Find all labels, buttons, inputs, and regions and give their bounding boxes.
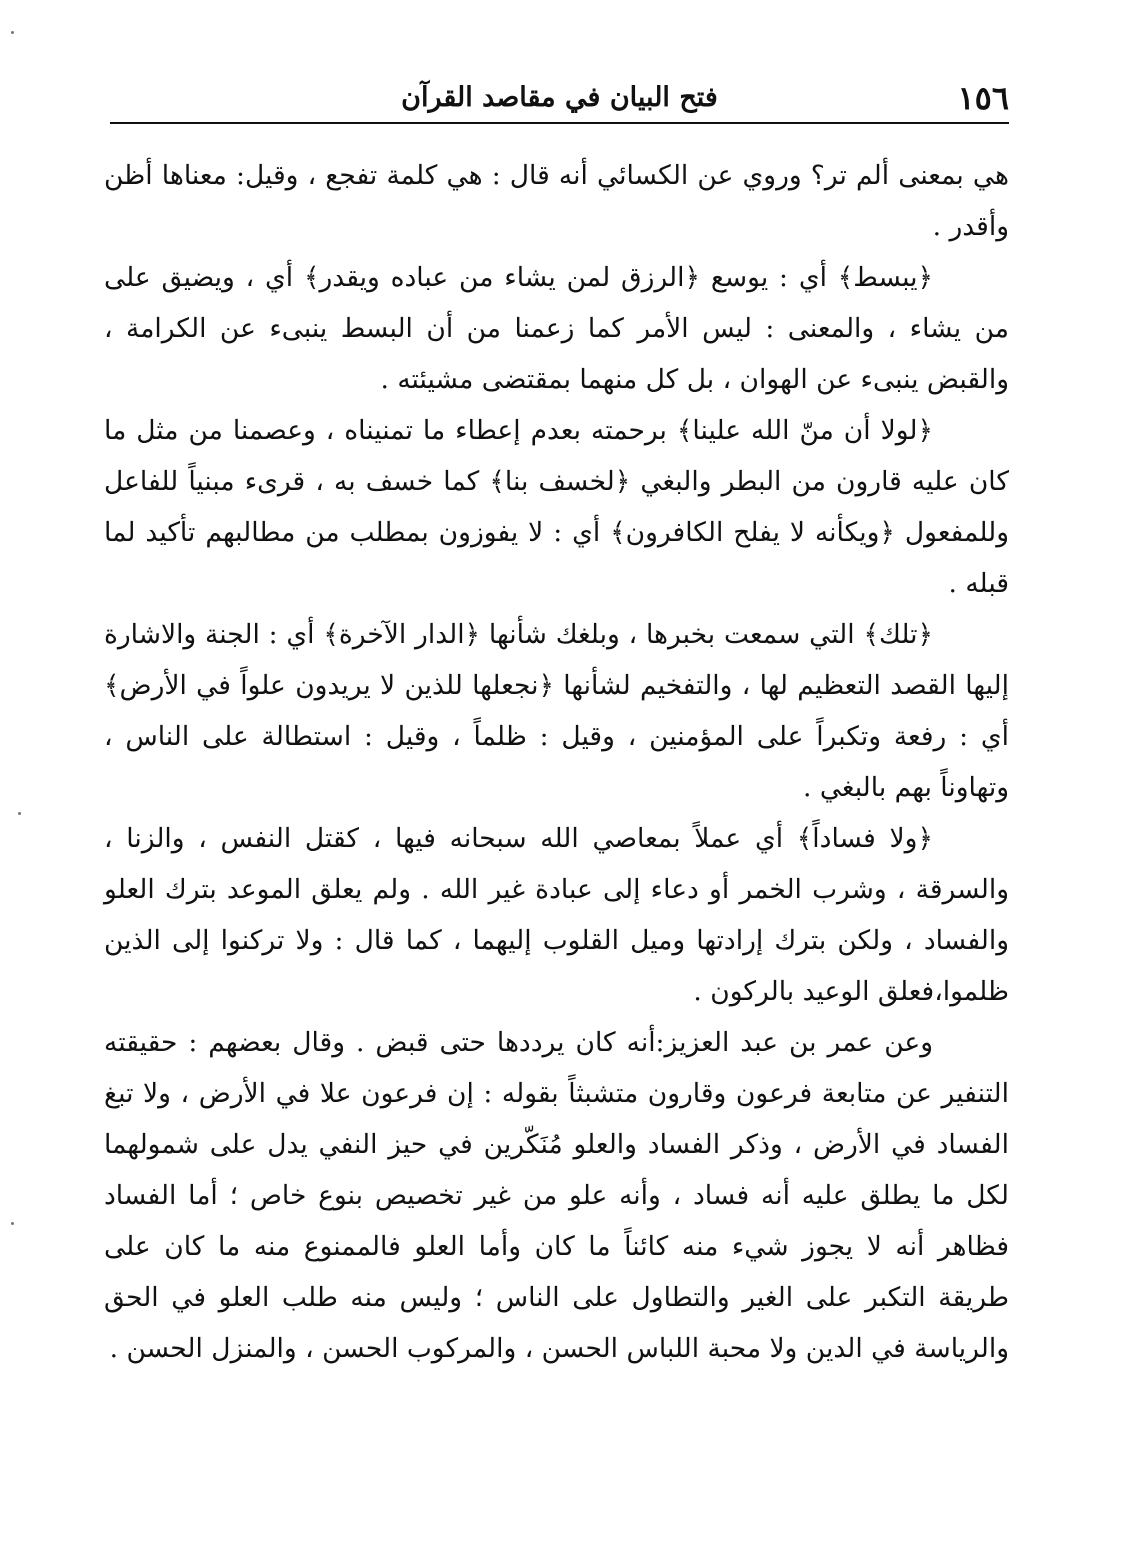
scan-speck (11, 31, 14, 34)
page-number: ١٥٦ (957, 79, 1009, 117)
paragraph-lawla: ﴿لولا أن منّ الله علينا﴾ برحمته بعدم إعطاء ما تمنيناه ، وعصمنا من مثل ما كان عليه قارون من البطر والبغي ﴿لخسف بنا﴾ كما خسف به ، قرىء مبنياً للفاعل وللمفعول ﴿ويكأنه لا يفلح الكافرون﴾ أي : لا يفوزون بمطلب من مطالبهم تأكيد لما قبله . (104, 415, 1009, 599)
scan-speck (18, 812, 21, 815)
paragraph-umar: وعن عمر بن عبد العزيز:أنه كان يرددها حتى قبض . وقال بعضهم : حقيقته التنفير عن متابعة فرعون وقارون متشبثاً بقوله : إن فرعون علا في الأرض ، ولا تبغ الفساد في الأرض ، وذكر الفساد والعلو مُنَكّرين في حيز النفي يدل على شمولهما لكل ما يطلق عليه أنه فساد ، وأنه علو من غير تخصيص بنوع خاص ؛ أما الفساد فظاهر أنه لا يجوز شيء منه كائناً ما كان وأما العلو فالممنوع منه ما كان على طريقة التكبر على الغير والتطاول على الناس ؛ وليس منه طلب العلو في الحق والرياسة في الدين ولا محبة اللباس الحسن ، والمركوب الحسن ، والمنزل الحسن . (104, 1027, 1009, 1364)
paragraph-continued: هي بمعنى ألم تر؟ وروي عن الكسائي أنه قال : هي كلمة تفجع ، وقيل: معناها أظن وأقدر . (104, 160, 1009, 242)
body-text (104, 150, 1009, 1374)
paragraph-tilka: ﴿تلك﴾ التي سمعت بخبرها ، وبلغك شأنها ﴿الدار الآخرة﴾ أي : الجنة والاشارة إليها القصد التعظيم لها ، والتفخيم لشأنها ﴿نجعلها للذين لا يريدون علواً في الأرض﴾ أي : رفعة وتكبراً على المؤمنين ، وقيل : ظلماً ، وقيل : استطالة على الناس ، وتهاوناً بهم بالبغي . (104, 619, 1009, 803)
page-header (110, 78, 1009, 124)
header-divider (110, 122, 1009, 124)
paragraph-yabsut: ﴿يبسط﴾ أي : يوسع ﴿الرزق لمن يشاء من عباده ويقدر﴾ أي ، ويضيق على من يشاء ، والمعنى : ليس الأمر كما زعمنا من أن البسط ينبىء عن الكرامة ، والقبض ينبىء عن الهوان ، بل كل منهما بمقتضى مشيئته . (104, 262, 1009, 395)
running-title: فتح البيان في مقاصد القرآن (401, 82, 718, 113)
paragraph-wala-fasadan: ﴿ولا فساداً﴾ أي عملاً بمعاصي الله سبحانه فيها ، كقتل النفس ، والزنا ، والسرقة ، وشرب الخمر أو دعاء إلى عبادة غير الله . ولم يعلق الموعد بترك العلو والفساد ، ولكن بترك إرادتها وميل القلوب إليهما ، كما قال : ولا تركنوا إلى الذين ظلموا،فعلق الوعيد بالركون . (104, 823, 1009, 1007)
scan-speck (11, 1222, 14, 1225)
